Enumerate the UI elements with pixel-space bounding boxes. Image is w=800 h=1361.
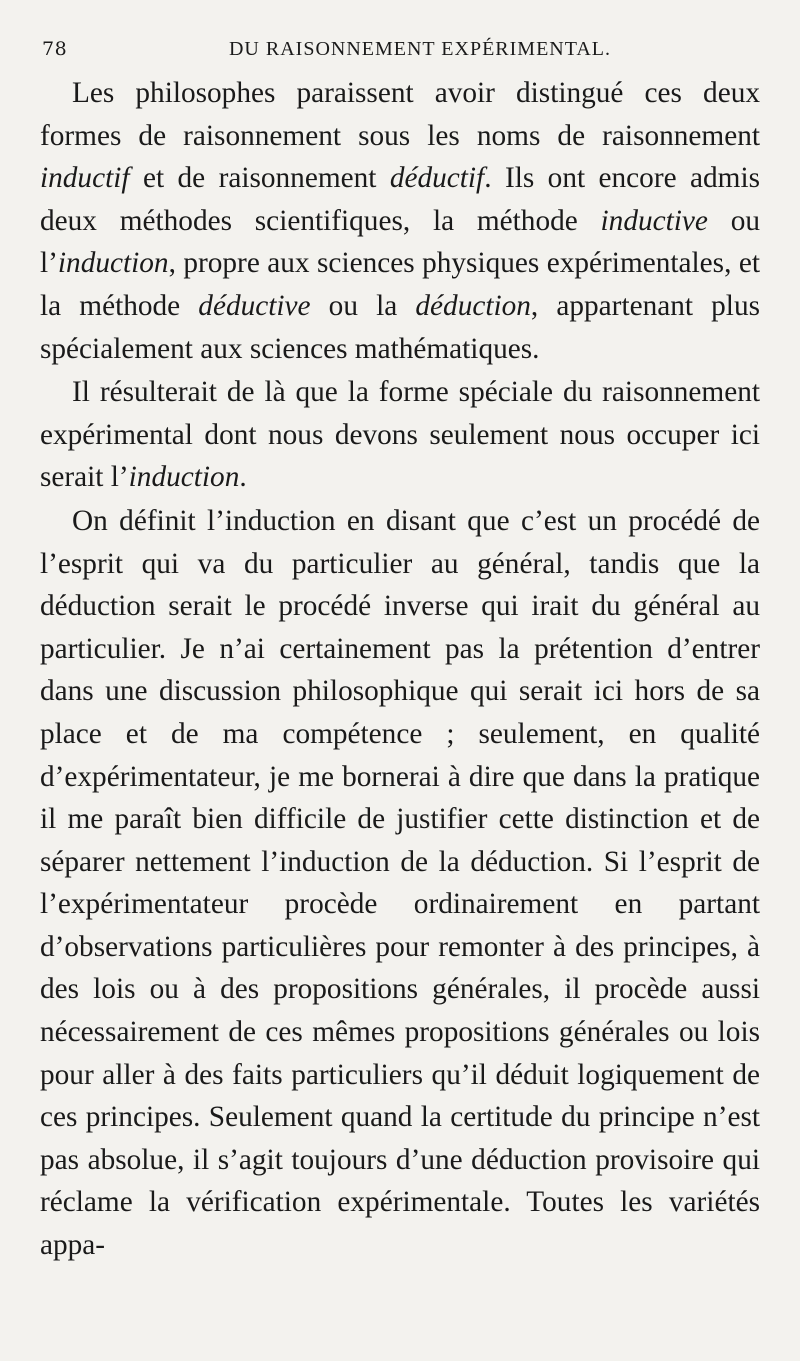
text-run: On définit l’induction en disant que c’est un procédé de l’esprit qui va du particulier au général, tandis que la déduction serait le procédé inverse qui irait du général au particulier. Je n’ai certainement pas la prétention d’entrer dans une discussion philosophique qui serait ici hors de sa place et de ma compétence ; seulement, en qualité d’expérimentateur, je me bornerai à dire que dans la pratique il me paraît bien difficile de justifier cette distinction et de séparer nettement l’induction de la déduction. Si l’esprit de l’expérimentateur procède ordinairement en partant d’observations particulières pour remonter à des principes, à des lois ou à des propositions générales, il procède aussi nécessairement de ces mêmes propositions générales ou lois pour aller à des faits particuliers qu’il déduit logiquement de ces principes. Seulement quand la certitude du principe n’est pas absolue, il s’agit toujours d’une déduction provisoire qui réclame la vérification expérimentale. Toutes les variétés appa- xyxy=(40,504,760,1262)
italic-term: induction xyxy=(57,247,169,280)
text-run: , appartenant plus spécialement aux sciences mathématiques. xyxy=(40,289,760,365)
italic-term: déduction xyxy=(415,289,531,322)
page-header xyxy=(40,38,760,72)
text-run: et de raisonnement xyxy=(129,162,390,195)
text-run: , propre aux sciences physiques expérimentales, et la méthode xyxy=(40,247,760,322)
paragraph xyxy=(40,72,760,370)
body-text xyxy=(40,72,760,1267)
text-run: . Ils ont encore admis deux méthodes scientifiques, la méthode xyxy=(40,162,760,237)
running-title: DU RAISONNEMENT EXPÉRIMENTAL. xyxy=(228,38,612,60)
italic-term: déductif xyxy=(389,162,485,195)
paragraph xyxy=(40,500,760,1267)
italic-term: induction xyxy=(128,461,240,494)
text-run: ou l’ xyxy=(40,204,760,280)
text-run: . xyxy=(239,461,247,494)
italic-term: déductive xyxy=(198,289,311,322)
text-run: Les philosophes paraissent avoir distingué ces deux formes de raisonnement sous les noms de raisonnement xyxy=(40,77,760,152)
italic-term: inductive xyxy=(600,204,708,237)
text-run: ou la xyxy=(310,289,416,322)
italic-term: inductif xyxy=(40,162,130,195)
page-number: 78 xyxy=(42,38,68,60)
paragraph xyxy=(40,371,760,499)
text-run: Il résulterait de là que la forme spéciale du raisonnement expérimental dont nous devons seulement nous occuper ici serait l’ xyxy=(40,376,760,494)
